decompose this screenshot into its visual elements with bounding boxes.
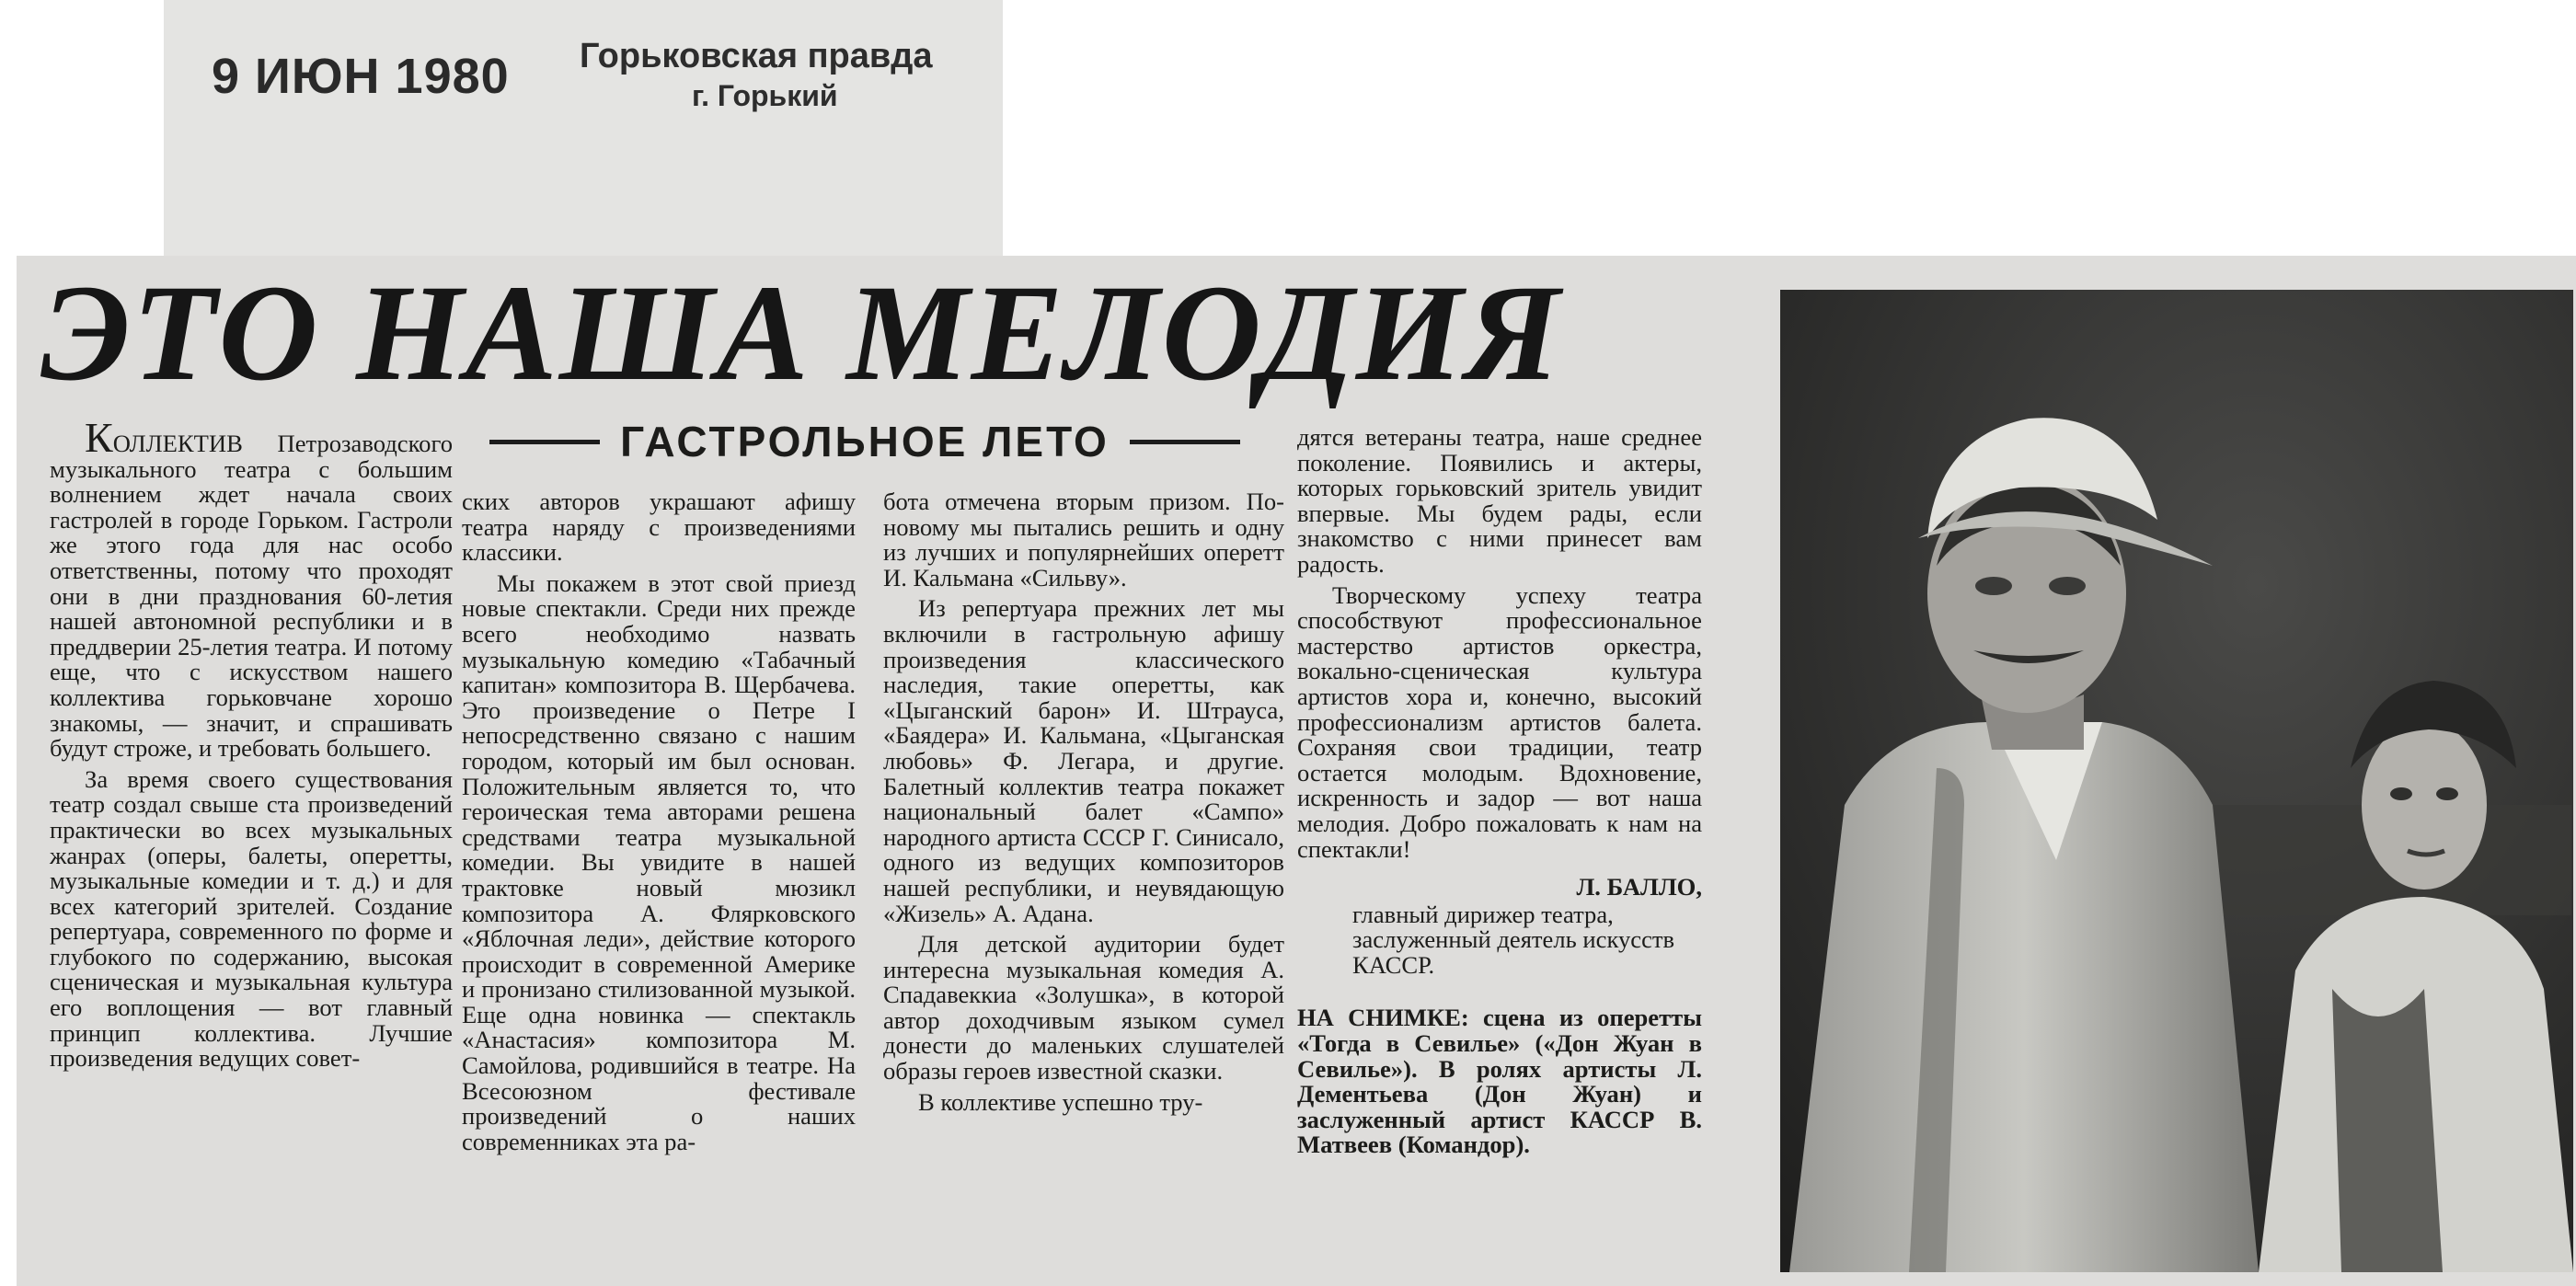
paragraph: дятся ветераны театра, наше среднее поколение. Появились и актеры, которых горьковский зритель увидит впервые. Мы будем рады, если знакомство с ними принесет вам радость. — [1297, 423, 1702, 578]
lead-word: ОЛЛЕКТИВ — [112, 430, 243, 457]
paragraph: Творческому успеху театра способствуют профессиональное мастерство артистов оркестра, вокально-сценическая культура артистов хора и, конечно, высокий профессионализм артистов балета. Сохраняя свои традиции, театр остается молодым. Вдохновение, искренность и задор — вот наша мелодия. Добро пожаловать к нам на спектакли! — [1297, 580, 1702, 863]
drop-cap: К — [85, 414, 113, 461]
caption-label: НА СНИМКЕ: — [1297, 1004, 1469, 1032]
paragraph: В коллективе успешно тру- — [918, 1087, 1203, 1116]
caption-text: сцена из оперетты «Тогда в Севилье» («Дон Жуан в Севилье»). В ролях артисты Л. Дементьева (Дон Жуан) и заслуженный артист КАССР В. Матвеев (Командор). — [1297, 1004, 1703, 1159]
stamp-city: г. Горький — [692, 79, 838, 112]
rubric-line-right — [1130, 440, 1240, 444]
article-column-2 — [462, 489, 856, 1154]
paragraph-text: Петрозаводского музыкального театра с большим волнением ждет начала своих гастролей в городе Горьком. Гастроли же этого года для нас особо ответственны, потому что проходят они в дни празднования 60-летия нашей автономной республики и в преддверии 25-летия театра. И потому еще, что с искусством нашего коллектива горьковчане хорошо знакомы, — значит, и спрашивать будут строже, и требовать большего. — [50, 430, 453, 763]
paragraph — [50, 414, 453, 763]
author-title: главный дирижер театра, заслуженный деятель искусств КАССР. — [1352, 900, 1675, 979]
article-headline: ЭТО НАША МЕЛОДИЯ — [40, 257, 1562, 409]
stamp-newspaper-name: Горьковская правда — [580, 37, 933, 75]
stamp-date: 9 ИЮН 1980 — [212, 49, 510, 104]
rubric — [465, 414, 1265, 469]
paragraph: ских авторов украшают афишу театра наряду с произведениями классики. — [462, 488, 856, 567]
paragraph: Из репертуара прежних лет мы включили в гастрольную афишу произведения классического наследия, такие оперетты, как «Цыганский барон» И. Штрауса, «Баядера» И. Кальмана, «Цыганская любовь» Ф. Легара, и другие. Балетный коллектив театра покажет национальный балет «Сампо» народного артиста СССР Г. Синисало, одного из ведущих композиторов нашей республики, и неувядающую «Жизель» А. Адана. — [883, 594, 1284, 927]
rubric-line-left — [489, 440, 600, 444]
rubric-text: ГАСТРОЛЬНОЕ ЛЕТО — [620, 418, 1110, 465]
stage-photo — [1780, 290, 2573, 1272]
paragraph: Для детской аудитории будет интересна музыкальная комедия А. Спадавеккиа «Золушка», в которой автор доходчивым языком сумел донести до маленьких слушателей образы героев известной сказки. — [883, 930, 1284, 1085]
paragraph: бота отмечена вторым призом. По-новому мы пытались решить и одну из лучших и популярнейших оперетт И. Кальмана «Сильву». — [883, 488, 1284, 591]
author-signature: Л. БАЛЛО, — [1576, 873, 1702, 901]
paragraph: За время своего существования театр создал свыше ста произведений практически во всех музыкальных жанрах (оперы, балеты, оперетты, музыкальные комедии и т. д.) и для всех категорий зрителей. Создание репертуара, современного по форме и глубокого по содержанию, высокая сценическая и музыкальная культура его воплощения — вот главный принцип коллектива. Лучшие произведения ведущих совет- — [50, 764, 453, 1073]
paragraph: Мы покажем в этот свой приезд новые спектакли. Среди них прежде всего необходимо назвать музыкальную комедию «Табачный капитан» композитора В. Щербачева. Это произведение о Петре I непосредственно связано с нашим городом, который им был основан. Положительным является то, что героическая тема авторами решена средствами театра музыкальной комедии. Вы увидите в нашей трактовке новый мюзикл композитора А. Фляркoвского «Яблочная леди», действие которого происходит в современной Америке и пронизано стилизованной музыкой. Еще одна новинка — спектакль «Анастасия» композитора М. Самойлова, родившийся в театре. На Всесоюзном фестивале произведений о наших современниках эта ра- — [462, 568, 856, 1155]
stage-photo-illustration — [1780, 290, 2573, 1272]
photo-caption — [1297, 1005, 1702, 1158]
article-column-1 — [50, 414, 453, 1073]
article-column-3 — [883, 489, 1284, 1115]
article-column-4 — [1297, 425, 1702, 1158]
